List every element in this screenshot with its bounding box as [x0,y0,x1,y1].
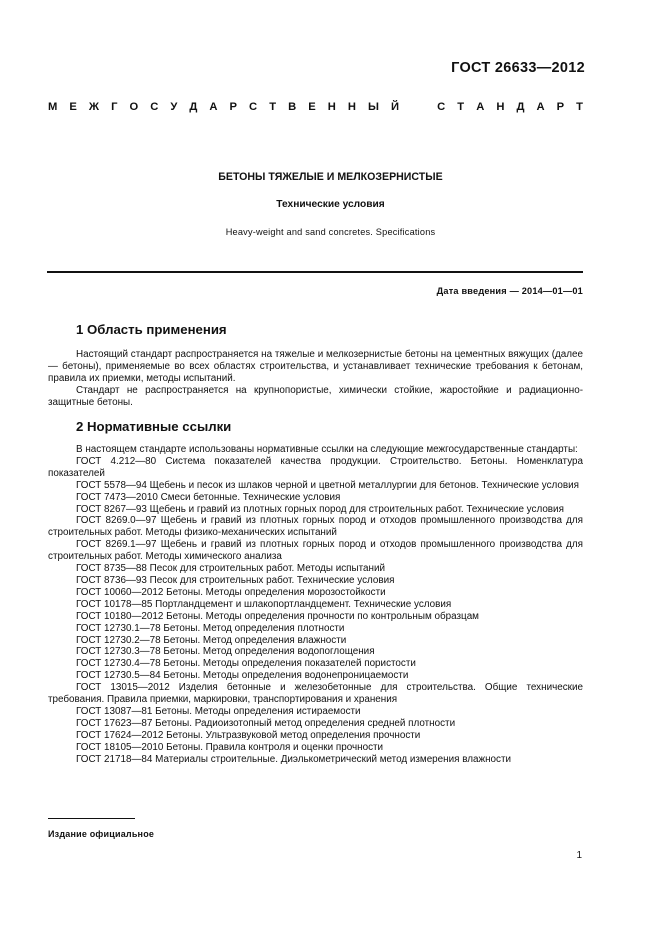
reference-item: ГОСТ 10060—2012 Бетоны. Методы определения морозостойкости [76,586,386,598]
heading-letter: Ж [88,101,100,113]
heading-letter: Й [391,101,400,113]
reference-item: ГОСТ 10178—85 Портландцемент и шлакопортландцемент. Технические условия [76,598,452,610]
reference-item: ГОСТ 8269.1—97 Щебень и гравий из плотных горных пород и отходов промышленного производства для строительных работ. Методы химического анализа [48,539,583,563]
reference-item: ГОСТ 13087—81 Бетоны. Методы определения истираемости [76,705,361,717]
reference-item: ГОСТ 8735—88 Песок для строительных работ. Методы испытаний [76,563,386,575]
heading-letter: Т [576,101,583,113]
heading-letter: Т [457,101,465,113]
reference-item: ГОСТ 5578—94 Щебень и песок из шлаков черной и цветной металлургии для бетонов. Технические условия [76,479,580,491]
heading-letter: Е [308,101,316,113]
reference-item: ГОСТ 10180—2012 Бетоны. Методы определения прочности по контрольным образцам [76,610,479,622]
reference-item: ГОСТ 8267—93 Щебень и гравий из плотных горных пород для строительных работ. Технические условия [76,503,564,515]
paragraph: Настоящий стандарт распространяется на тяжелые и мелкозернистые бетоны на цементных вяжущих (далее — бетоны), применяемые во всех областях строительства, и устанавливает технические требования к бетонам, правила их приемки, методы испытаний. [48,349,583,384]
document-subtitle: Технические условия [276,199,385,210]
section-2-body [48,444,583,765]
reference-item: ГОСТ 12730.3—78 Бетоны. Метод определения водопоглощения [76,646,375,658]
heading-letter: Н [327,101,336,113]
reference-item: ГОСТ 18105—2010 Бетоны. Правила контроля и оценки прочности [76,741,384,753]
official-edition-label: Издание официальное [48,829,155,839]
heading-letter: Н [496,101,505,113]
heading-letter: С [437,101,446,113]
heading-letter: Р [229,101,237,113]
heading-letter: О [129,101,139,113]
english-title: Heavy-weight and sand concretes. Specifications [225,227,436,237]
reference-item: ГОСТ 12730.4—78 Бетоны. Методы определения показателей пористости [76,658,416,670]
reference-item: ГОСТ 12730.2—78 Бетоны. Метод определения влажности [76,634,347,646]
heading-letter: С [249,101,258,113]
paragraph: Стандарт не распространяется на крупнопористые, химически стойкие, жаростойкие и радиационно-защитные бетоны. [48,384,583,408]
paragraph: В настоящем стандарте использованы нормативные ссылки на следующие межгосударственные стандарты: [76,444,578,455]
reference-item: ГОСТ 13015—2012 Изделия бетонные и железобетонные для строительства. Общие технические требования. Правила приемки, маркировки, транспортирования и хранения [48,682,583,706]
heading-letter: А [536,101,545,113]
reference-item: ГОСТ 8736—93 Песок для строительных работ. Технические условия [76,574,395,586]
heading-letter: У [170,101,178,113]
heading-letter: А [209,101,218,113]
page-number: 1 [576,850,582,861]
word-gap [411,101,425,113]
reference-item: ГОСТ 17623—87 Бетоны. Радиоизотопный метод определения средней плотности [76,717,456,729]
header-divider [47,271,583,273]
heading-letter: Д [516,101,525,113]
reference-item: ГОСТ 21718—84 Материалы строительные. Диэлькометрический метод измерения влажности [76,753,512,765]
footer-divider [48,818,135,819]
reference-item: ГОСТ 17624—2012 Бетоны. Ультразвуковой метод определения прочности [76,729,421,741]
section-2-heading: 2 Нормативные ссылки [76,419,232,434]
reference-item: ГОСТ 8269.0—97 Щебень и гравий из плотных горных пород и отходов промышленного производства для строительных работ. Методы физико-механических испытаний [48,515,583,539]
reference-item: ГОСТ 7473—2010 Смеси бетонные. Технические условия [76,491,341,503]
heading-letter: С [150,101,159,113]
reference-item: ГОСТ 4.212—80 Система показателей качества продукции. Строительство. Бетоны. Номенклатура показателей [48,455,583,479]
interstate-standard-heading [48,101,583,113]
section-1-body [48,349,583,409]
heading-letter: М [48,101,58,113]
heading-letter: В [288,101,297,113]
document-code: ГОСТ 26633—2012 [451,60,585,76]
introduction-date: Дата введения — 2014—01—01 [436,286,583,296]
heading-letter: Е [69,101,77,113]
heading-letter: Ы [368,101,379,113]
heading-letter: Н [347,101,356,113]
heading-letter: Р [556,101,565,113]
reference-item: ГОСТ 12730.1—78 Бетоны. Метод определения плотности [76,622,345,634]
document-title: БЕТОНЫ ТЯЖЕЛЫЕ И МЕЛКОЗЕРНИСТЫЕ [218,171,443,183]
heading-letter: А [476,101,485,113]
heading-letter: Д [189,101,198,113]
heading-letter: Г [111,101,118,113]
section-1-heading: 1 Область применения [76,322,227,337]
heading-letter: Т [269,101,277,113]
reference-item: ГОСТ 12730.5—84 Бетоны. Методы определения водонепроницаемости [76,670,409,682]
